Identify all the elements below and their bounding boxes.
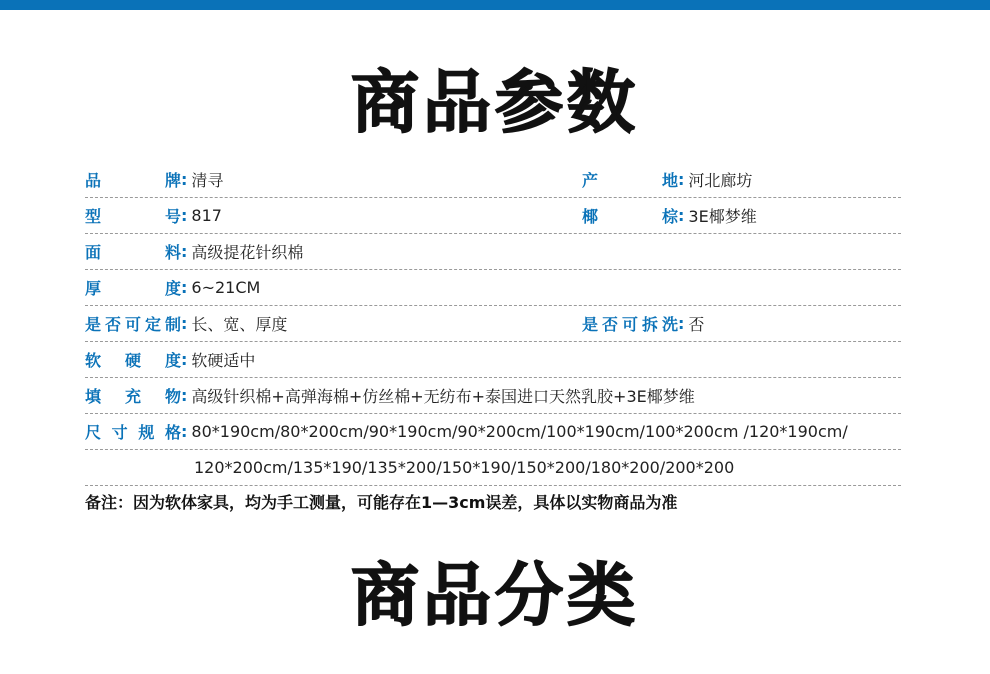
- spec-row: [85, 342, 901, 378]
- spec-cell-left: [85, 378, 695, 413]
- top-accent-bar: [0, 0, 990, 10]
- section-title-category: 商品分类: [350, 557, 639, 636]
- spec-cell-right: [582, 198, 757, 233]
- spec-cell-right: [582, 162, 752, 197]
- spec-row: [85, 414, 901, 450]
- spec-colon: :: [678, 206, 685, 225]
- spec-value: 高级提花针织棉: [191, 243, 304, 262]
- spec-value: 3E椰梦维: [688, 207, 757, 226]
- spec-label: 尺寸规格: [85, 423, 181, 442]
- spec-colon: :: [181, 278, 188, 297]
- spec-colon: :: [678, 314, 685, 333]
- spec-cell-left: [85, 198, 222, 233]
- remark-note: 备注：因为软体家具，均为手工测量，可能存在1—3cm误差，具体以实物商品为准: [85, 493, 678, 512]
- spec-cell-left: [85, 162, 223, 197]
- spec-value-continuation: 120*200cm/135*190/135*200/150*190/150*200/180*200/200*200: [194, 458, 735, 477]
- spec-row: [85, 450, 901, 486]
- spec-value: 80*190cm/80*200cm/90*190cm/90*200cm/100*190cm/100*200cm /120*190cm/: [191, 422, 848, 441]
- spec-colon: :: [678, 170, 685, 189]
- spec-label: 是否可定制: [85, 315, 181, 334]
- spec-row: [85, 306, 901, 342]
- spec-label: 品牌: [85, 171, 181, 190]
- spec-colon: :: [181, 386, 188, 405]
- spec-cell-left: [85, 342, 255, 377]
- spec-label: 厚度: [85, 279, 181, 298]
- spec-colon: :: [181, 350, 188, 369]
- section-title-params: 商品参数: [350, 64, 639, 143]
- spec-cell-left: [85, 414, 848, 449]
- spec-row: [85, 270, 901, 306]
- spec-value: 否: [688, 315, 705, 334]
- spec-colon: :: [181, 242, 188, 261]
- spec-label: 型号: [85, 207, 181, 226]
- spec-colon: :: [181, 422, 188, 441]
- spec-label: 面料: [85, 243, 181, 262]
- spec-value: 6~21CM: [191, 278, 261, 297]
- spec-row: [85, 378, 901, 414]
- spec-row: [85, 234, 901, 270]
- spec-value: 软硬适中: [191, 351, 256, 370]
- spec-colon: :: [181, 314, 188, 333]
- spec-value: 817: [191, 206, 222, 225]
- spec-label: 产地: [582, 171, 678, 190]
- spec-colon: :: [181, 206, 188, 225]
- spec-label: 是否可拆洗: [582, 315, 678, 334]
- spec-cell-left: [85, 270, 260, 305]
- spec-value: 长、宽、厚度: [191, 315, 288, 334]
- spec-colon: :: [181, 170, 188, 189]
- spec-row: [85, 198, 901, 234]
- spec-label: 软硬度: [85, 351, 181, 370]
- spec-label: 椰棕: [582, 207, 678, 226]
- spec-value: 高级针织棉+高弹海棉+仿丝棉+无纺布+泰国进口天然乳胶+3E椰梦维: [191, 387, 695, 406]
- spec-value: 清寻: [191, 171, 224, 190]
- spec-value: 河北廊坊: [688, 171, 753, 190]
- spec-cell-right: [582, 306, 704, 341]
- spec-cell-left: [85, 234, 303, 269]
- spec-label: 填充物: [85, 387, 181, 406]
- spec-cell-left: [85, 306, 287, 341]
- spec-row: [85, 162, 901, 198]
